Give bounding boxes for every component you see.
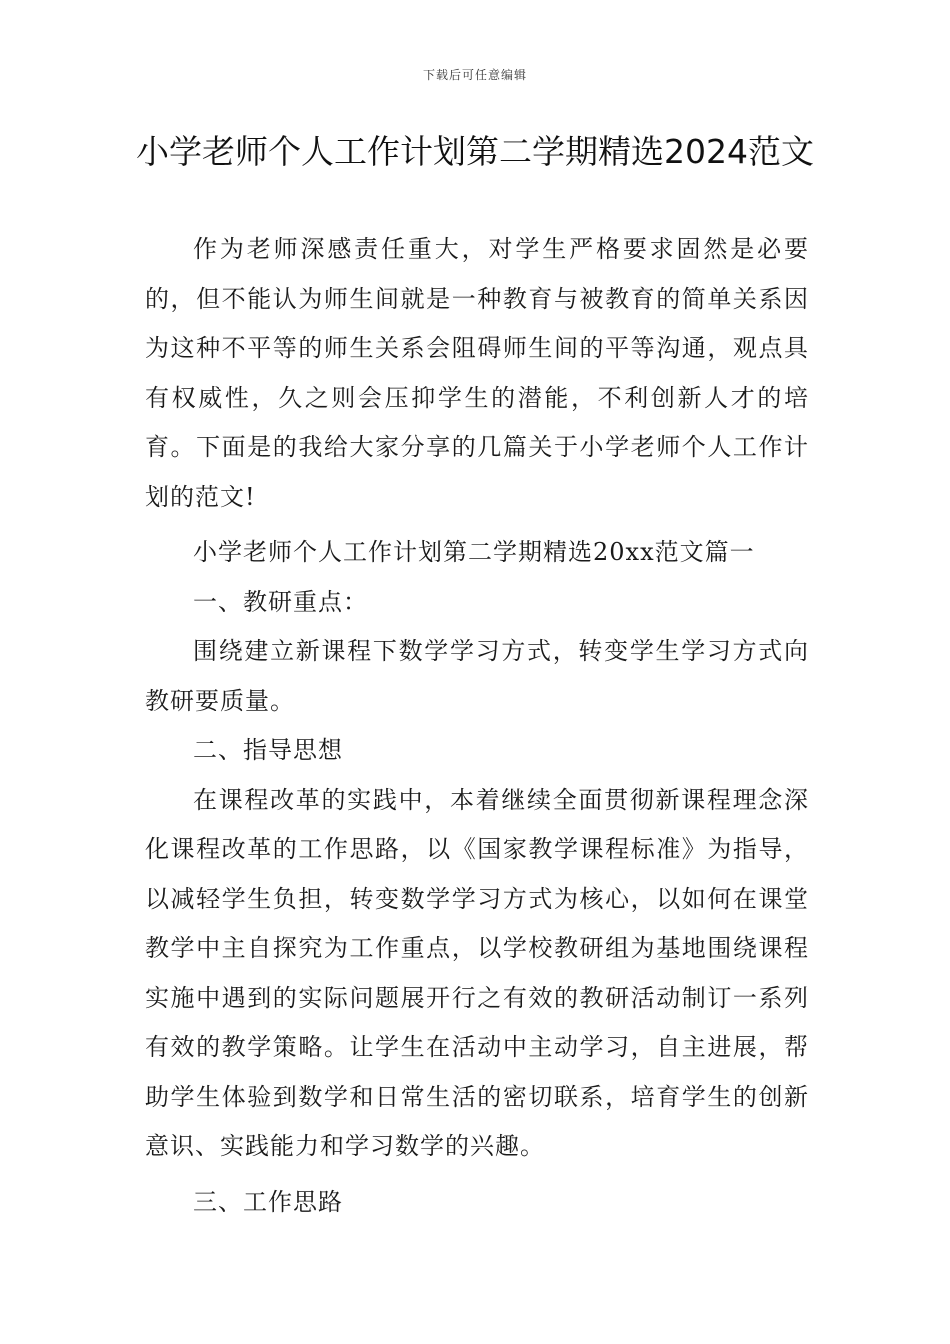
document-title: 小学老师个人工作计划第二学期精选2024范文 [136,132,814,171]
intro-paragraph: 作为老师深感责任重大，对学生严格要求固然是必要的，但不能认为师生间就是一种教育与被教育的简单关系因为这种不平等的师生关系会阻碍师生间的平等沟通，观点具有权威性，久之则会压抑学生的潜能，不利创新人才的培育。下面是的我给大家分享的几篇关于小学老师个人工作计划的范文! [145,235,809,511]
section-heading-work-approach: 三、工作思路 [193,1187,343,1216]
section-heading-article-one: 小学老师个人工作计划第二学期精选20xx范文篇一 [193,538,755,566]
research-focus-paragraph: 围绕建立新课程下数学学习方式，转变学生学习方式向教研要质量。 [145,637,809,715]
section-heading-guiding-thought: 二、指导思想 [193,736,343,764]
guiding-thought-paragraph: 在课程改革的实践中，本着继续全面贯彻新课程理念深化课程改革的工作思路，以《国家教学课程标准》为指导，以减轻学生负担，转变数学学习方式为核心，以如何在课堂教学中主自探究为工作重点，以学校教研组为基地围绕课程实施中遇到的实际问题展开行之有效的教研活动制订一系列有效的教学策略。让学生在活动中主动学习，自主进展，帮助学生体验到数学和日常生活的密切联系，培育学生的创新意识、实践能力和学习数学的兴趣。 [145,785,809,1160]
header-note: 下载后可任意编辑 [422,68,527,82]
section-heading-research-focus: 一、教研重点： [193,587,368,616]
document-body [145,225,809,1227]
